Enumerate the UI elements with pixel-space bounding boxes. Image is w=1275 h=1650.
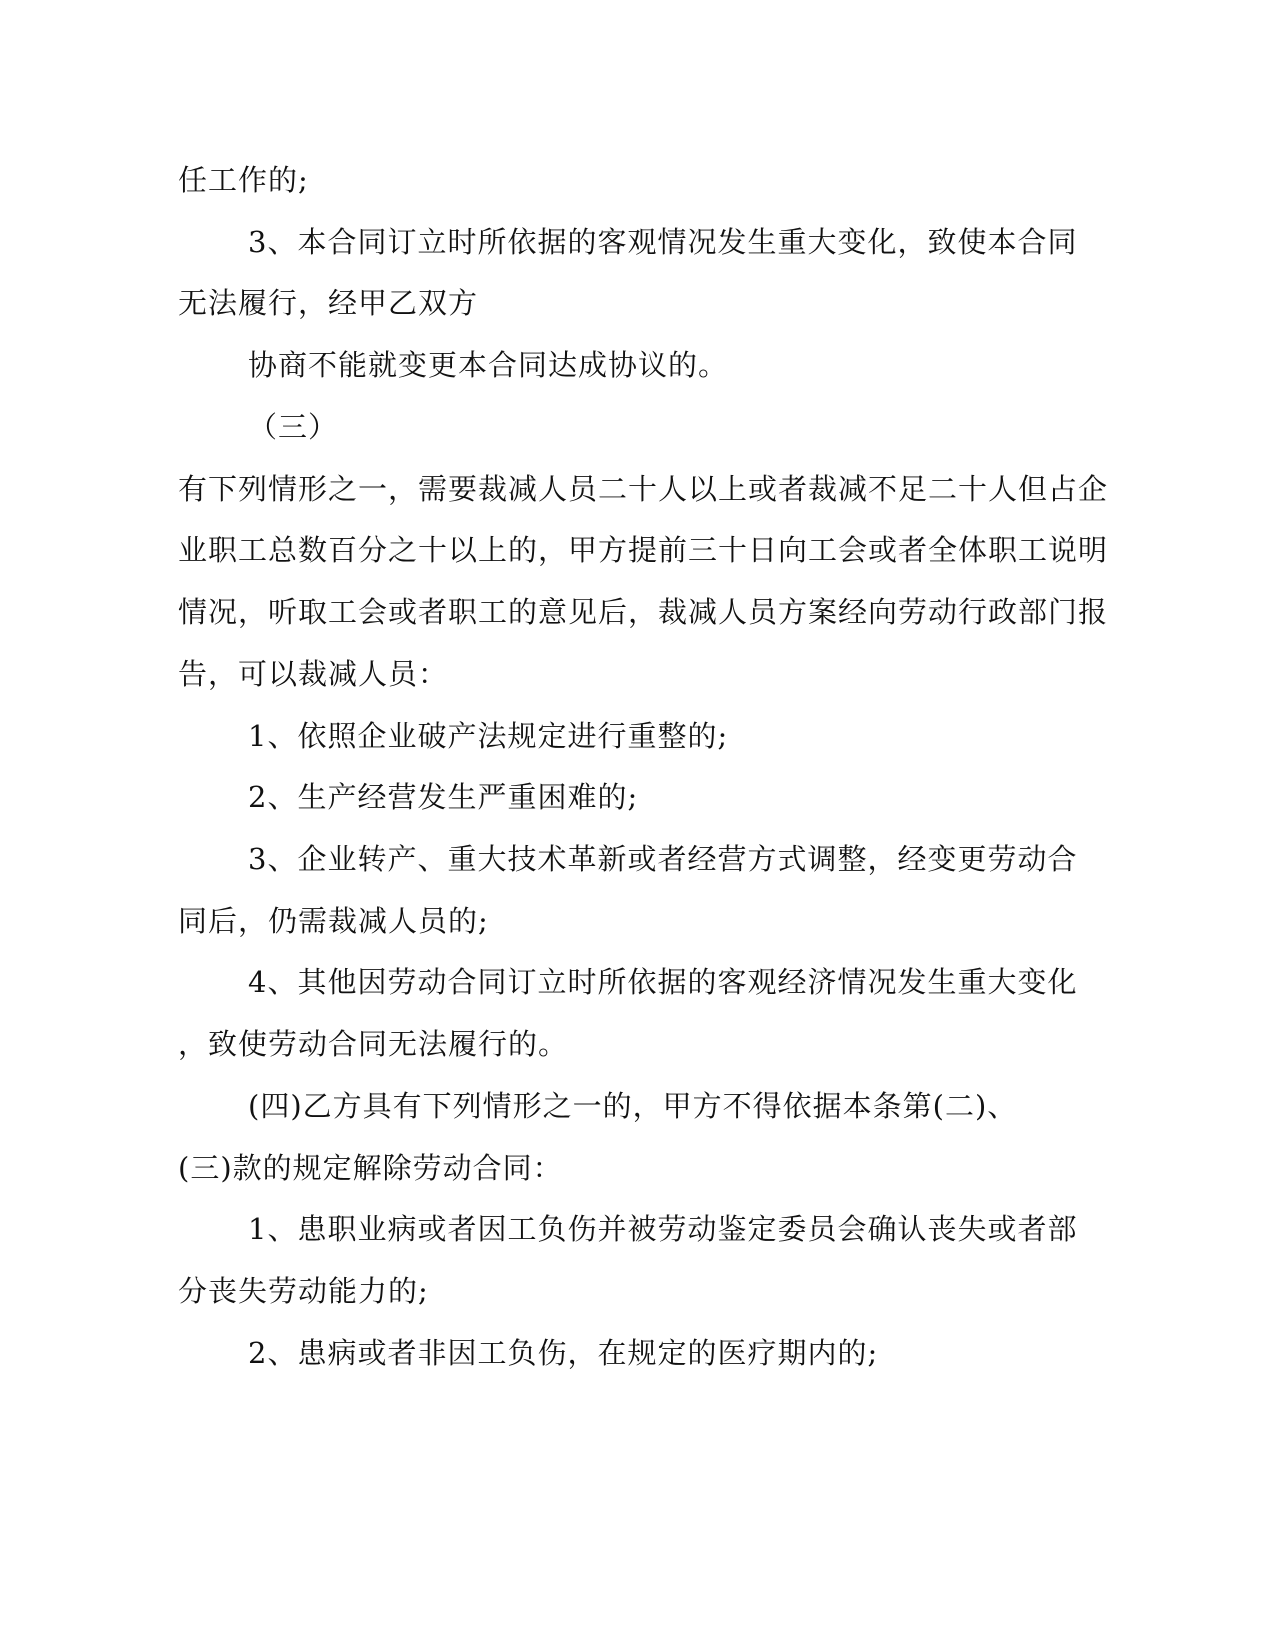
text-line: 任工作的; <box>178 163 309 197</box>
text-line: (三)款的规定解除劳动合同： <box>178 1151 563 1185</box>
text-line: 同后，仍需裁减人员的; <box>178 904 489 938</box>
text-line: ，致使劳动合同无法履行的。 <box>178 1027 569 1061</box>
text-line: 情况，听取工会或者职工的意见后，裁减人员方案经向劳动行政部门报 <box>178 595 1109 629</box>
text-line: （三） <box>248 410 339 444</box>
text-line: 1、患职业病或者因工负伤并被劳动鉴定委员会确认丧失或者部 <box>248 1212 1078 1246</box>
text-line: 告，可以裁减人员： <box>178 657 449 691</box>
text-line: 协商不能就变更本合同达成协议的。 <box>248 348 729 382</box>
text-line: 3、本合同订立时所依据的客观情况发生重大变化，致使本合同 <box>248 225 1078 259</box>
text-line: 2、生产经营发生严重困难的; <box>248 780 639 814</box>
text-line: (四)乙方具有下列情形之一的，甲方不得依据本条第(二)、 <box>248 1089 1018 1123</box>
text-line: 4、其他因劳动合同订立时所依据的客观经济情况发生重大变化 <box>248 965 1078 999</box>
text-line: 无法履行，经甲乙双方 <box>178 286 479 320</box>
text-line: 3、企业转产、重大技术革新或者经营方式调整，经变更劳动合 <box>248 842 1078 876</box>
text-line: 2、患病或者非因工负伤，在规定的医疗期内的; <box>248 1336 879 1370</box>
text-line: 分丧失劳动能力的; <box>178 1274 429 1308</box>
text-line: 1、依照企业破产法规定进行重整的; <box>248 719 729 753</box>
text-line: 有下列情形之一，需要裁减人员二十人以上或者裁减不足二十人但占企 <box>178 472 1109 506</box>
text-line: 业职工总数百分之十以上的，甲方提前三十日向工会或者全体职工说明 <box>178 533 1109 567</box>
